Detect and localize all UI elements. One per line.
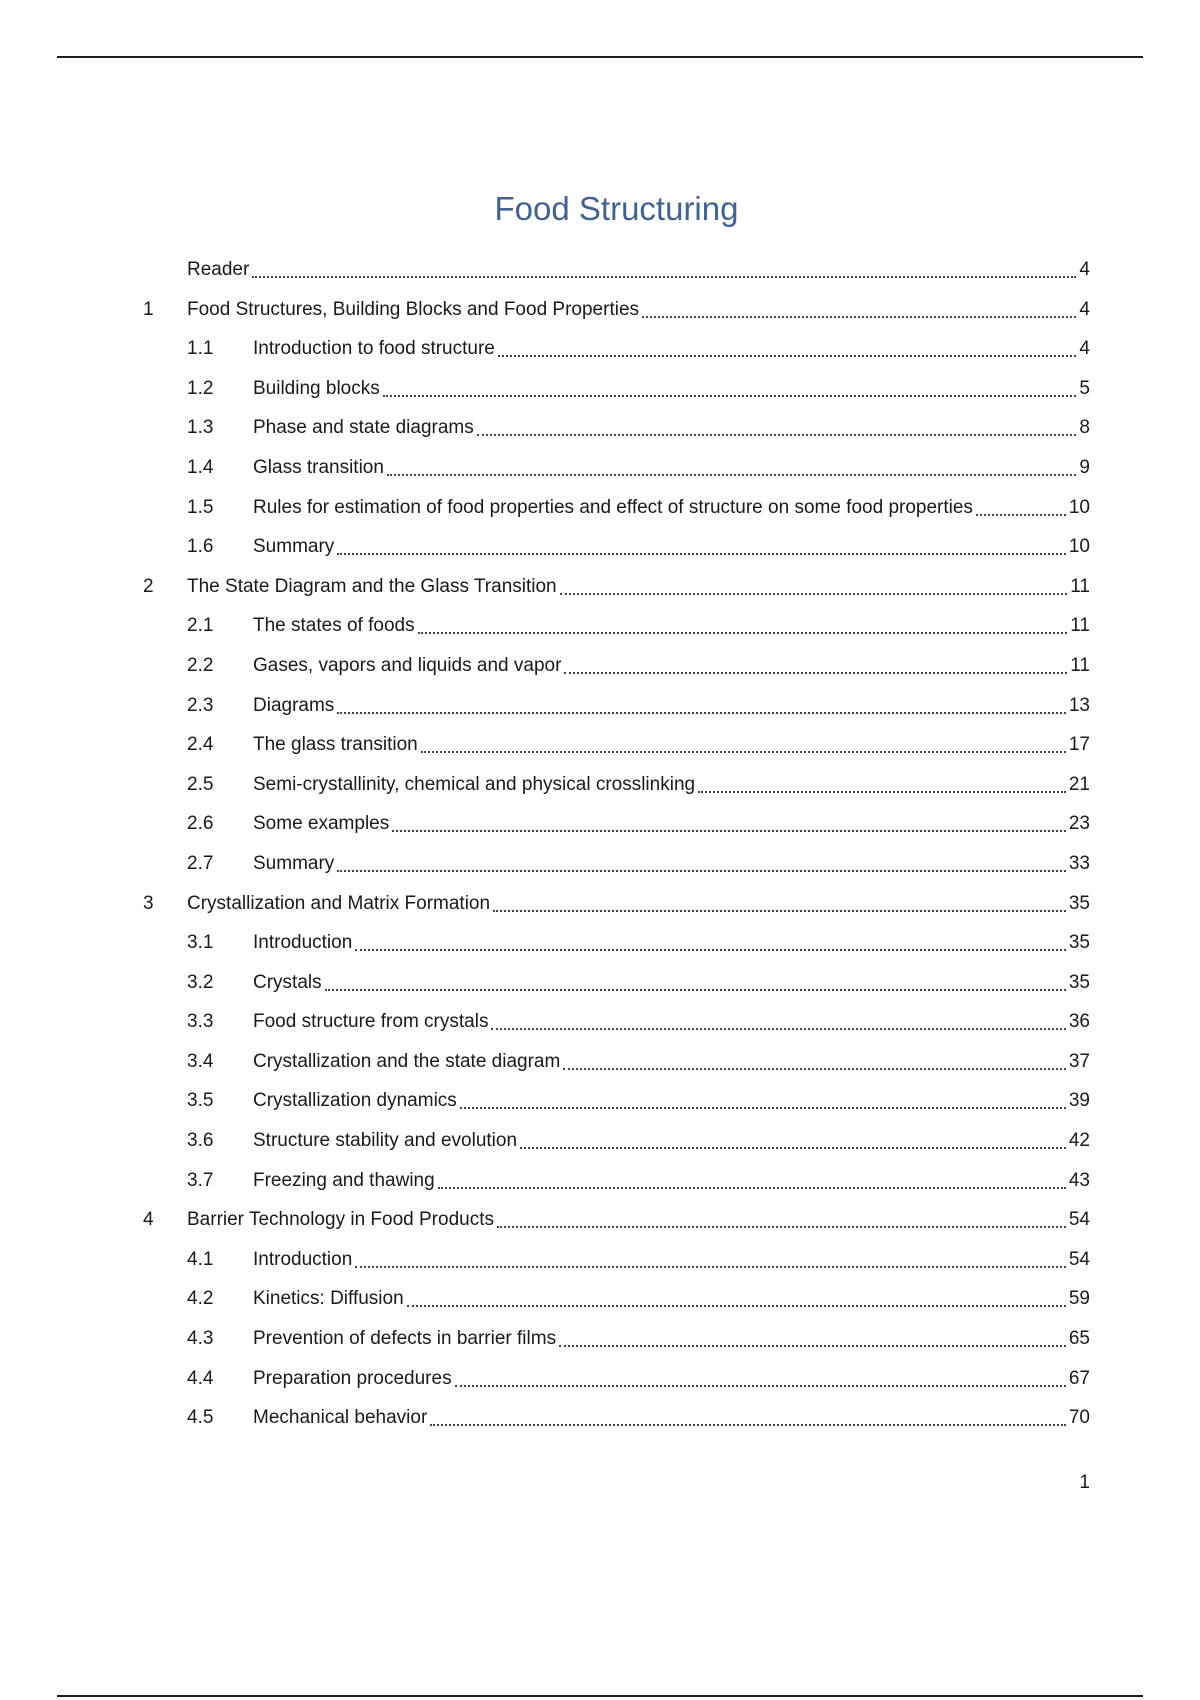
toc-entry[interactable] [143,811,1090,851]
toc-entry-number: 2.3 [187,694,214,716]
toc-entry-page: 10 [1068,496,1090,518]
toc-entry-page: 10 [1068,536,1090,558]
toc-entry[interactable] [143,415,1090,455]
toc-dot-leader [460,1088,1066,1114]
toc-entry[interactable] [143,495,1090,535]
toc-entry-label: Crystallization and Matrix Formation [187,892,491,914]
toc-entry-page: 4 [1079,338,1090,360]
toc-entry[interactable] [143,1286,1090,1326]
toc-entry-number: 4.5 [187,1407,214,1429]
toc-entry-label: Crystallization dynamics [253,1090,457,1112]
toc-dot-leader [477,415,1077,441]
toc-entry-label: Barrier Technology in Food Products [187,1209,494,1231]
toc-entry[interactable] [143,574,1090,614]
toc-entry[interactable] [143,1326,1090,1366]
toc-entry-page: 67 [1068,1367,1090,1389]
toc-entry-label: Mechanical behavior [253,1407,428,1429]
toc-entry-page: 11 [1070,654,1090,676]
toc-entry-label: The State Diagram and the Glass Transition [187,575,557,597]
toc-entry[interactable] [143,1049,1090,1089]
toc-entry-label: Gases, vapors and liquids and vapor [253,654,562,676]
toc-entry[interactable] [143,653,1090,693]
toc-entry-number: 3.1 [187,932,214,954]
toc-dot-leader [407,1286,1066,1312]
toc-entry-number: 3.3 [187,1011,214,1033]
toc-entry[interactable] [143,851,1090,891]
toc-entry-label: Structure stability and evolution [253,1130,518,1152]
toc-entry[interactable] [143,970,1090,1010]
toc-entry[interactable] [143,1128,1090,1168]
toc-dot-leader [337,693,1066,719]
toc-dot-leader [355,930,1066,956]
toc-entry-page: 21 [1068,773,1090,795]
toc-entry-label: Glass transition [253,456,384,478]
toc-entry-label: Summary [253,852,335,874]
toc-entry-number: 3.5 [187,1090,214,1112]
toc-dot-leader [337,851,1066,877]
toc-dot-leader [491,1009,1065,1035]
toc-entry[interactable] [143,1366,1090,1406]
toc-entry-page: 37 [1068,1050,1090,1072]
toc-entry-page: 39 [1068,1090,1090,1112]
toc-entry-page: 35 [1068,892,1090,914]
toc-entry-page: 5 [1079,377,1090,399]
toc-entry-page: 11 [1070,615,1090,637]
toc-entry-number: 2.1 [187,615,214,637]
toc-entry[interactable] [143,376,1090,416]
toc-entry-number: 2.5 [187,773,214,795]
toc-dot-leader [642,297,1076,323]
toc-dot-leader [498,336,1077,362]
toc-entry-number: 1.1 [187,338,214,360]
toc-entry-number: 3.2 [187,971,214,993]
toc-dot-leader [563,1049,1066,1075]
toc-entry[interactable] [143,772,1090,812]
toc-entry-number: 3 [143,892,154,914]
toc-entry-page: 23 [1068,813,1090,835]
toc-entry-label: Crystals [253,971,322,993]
toc-entry-label: Phase and state diagrams [253,417,474,439]
toc-entry[interactable] [143,891,1090,931]
toc-entry-label: Summary [253,536,335,558]
toc-entry-number: 4.1 [187,1248,214,1270]
toc-entry-page: 11 [1070,575,1090,597]
toc-entry[interactable] [143,732,1090,772]
toc-dot-leader [438,1168,1066,1194]
toc-entry[interactable] [143,455,1090,495]
toc-dot-leader [418,613,1068,639]
toc-entry-page: 54 [1068,1209,1090,1231]
toc-entry-label: Food Structures, Building Blocks and Food Properties [187,298,640,320]
toc-entry-number: 1.6 [187,536,214,558]
toc-entry-label: The glass transition [253,734,418,756]
toc-entry-number: 1.3 [187,417,214,439]
toc-entry-number: 2.7 [187,852,214,874]
toc-entry-label: Introduction [253,1248,353,1270]
toc-entry-label: Kinetics: Diffusion [253,1288,404,1310]
toc-entry-label: The states of foods [253,615,415,637]
toc-entry-label: Food structure from crystals [253,1011,489,1033]
toc-entry-page: 4 [1079,298,1090,320]
toc-entry-label: Introduction to food structure [253,338,495,360]
toc-entry-label: Rules for estimation of food properties and effect of structure on some food properties [253,496,973,518]
toc-dot-leader [355,1247,1066,1273]
toc-entry[interactable] [143,1088,1090,1128]
toc-entry-label: Reader [187,259,250,280]
toc-entry-number: 2.4 [187,734,214,756]
toc-entry-label: Crystallization and the state diagram [253,1050,561,1072]
toc-dot-leader [392,811,1066,837]
table-of-contents [143,257,1090,1445]
toc-dot-leader [698,772,1066,798]
toc-entry-number: 3.6 [187,1130,214,1152]
toc-entry[interactable] [143,257,1090,297]
toc-dot-leader [559,1326,1066,1352]
toc-entry[interactable] [143,336,1090,376]
toc-entry[interactable] [143,1207,1090,1247]
toc-entry[interactable] [143,693,1090,733]
toc-entry-page: 4 [1079,259,1090,280]
toc-dot-leader [252,257,1076,283]
toc-entry-label: Diagrams [253,694,335,716]
toc-entry-page: 33 [1068,852,1090,874]
toc-entry-number: 2.2 [187,654,214,676]
toc-entry-number: 1 [143,298,154,320]
toc-entry-page: 36 [1068,1011,1090,1033]
toc-dot-leader [497,1207,1066,1233]
toc-entry-page: 43 [1068,1169,1090,1191]
page-number: 1 [1079,1472,1090,1493]
toc-entry-page: 8 [1079,417,1090,439]
toc-entry-number: 1.2 [187,377,214,399]
footer-rule [57,1695,1143,1697]
toc-dot-leader [976,495,1066,521]
toc-entry-number: 2 [143,575,154,597]
document-title: Food Structuring [494,190,739,228]
toc-entry-label: Preparation procedures [253,1367,452,1389]
toc-dot-leader [337,534,1066,560]
toc-entry-page: 13 [1068,694,1090,716]
toc-entry[interactable] [143,930,1090,970]
toc-entry[interactable] [143,1009,1090,1049]
toc-entry-number: 4 [143,1209,154,1231]
toc-entry-page: 59 [1068,1288,1090,1310]
toc-entry[interactable] [143,534,1090,574]
toc-dot-leader [387,455,1076,481]
toc-entry-number: 4.4 [187,1367,214,1389]
toc-entry-page: 65 [1068,1328,1090,1350]
toc-entry[interactable] [143,297,1090,337]
toc-entry-label: Introduction [253,932,353,954]
toc-entry-page: 9 [1079,456,1090,478]
header-rule [57,56,1143,58]
toc-entry-number: 1.4 [187,456,214,478]
toc-dot-leader [430,1405,1066,1431]
toc-entry[interactable] [143,1247,1090,1287]
toc-entry-label: Prevention of defects in barrier films [253,1328,557,1350]
toc-entry[interactable] [143,1168,1090,1208]
toc-entry-label: Some examples [253,813,390,835]
toc-dot-leader [560,574,1068,600]
toc-entry-page: 54 [1068,1248,1090,1270]
toc-entry-number: 4.3 [187,1328,214,1350]
toc-entry[interactable] [143,613,1090,653]
toc-dot-leader [493,891,1066,917]
toc-entry-page: 35 [1068,932,1090,954]
toc-dot-leader [455,1366,1066,1392]
toc-dot-leader [383,376,1077,402]
toc-entry-page: 35 [1068,971,1090,993]
toc-entry-label: Semi-crystallinity, chemical and physical crosslinking [253,773,696,795]
toc-dot-leader [421,732,1066,758]
toc-entry-number: 4.2 [187,1288,214,1310]
toc-entry-number: 1.5 [187,496,214,518]
toc-entry-label: Freezing and thawing [253,1169,435,1191]
toc-entry-label: Building blocks [253,377,380,399]
toc-entry-number: 2.6 [187,813,214,835]
toc-entry-number: 3.7 [187,1169,214,1191]
toc-entry-number: 3.4 [187,1050,214,1072]
toc-dot-leader [564,653,1067,679]
toc-dot-leader [520,1128,1066,1154]
toc-entry-page: 42 [1068,1130,1090,1152]
toc-entry-page: 70 [1068,1407,1090,1429]
toc-dot-leader [325,970,1066,996]
toc-entry[interactable] [143,1405,1090,1445]
toc-entry-page: 17 [1068,734,1090,756]
